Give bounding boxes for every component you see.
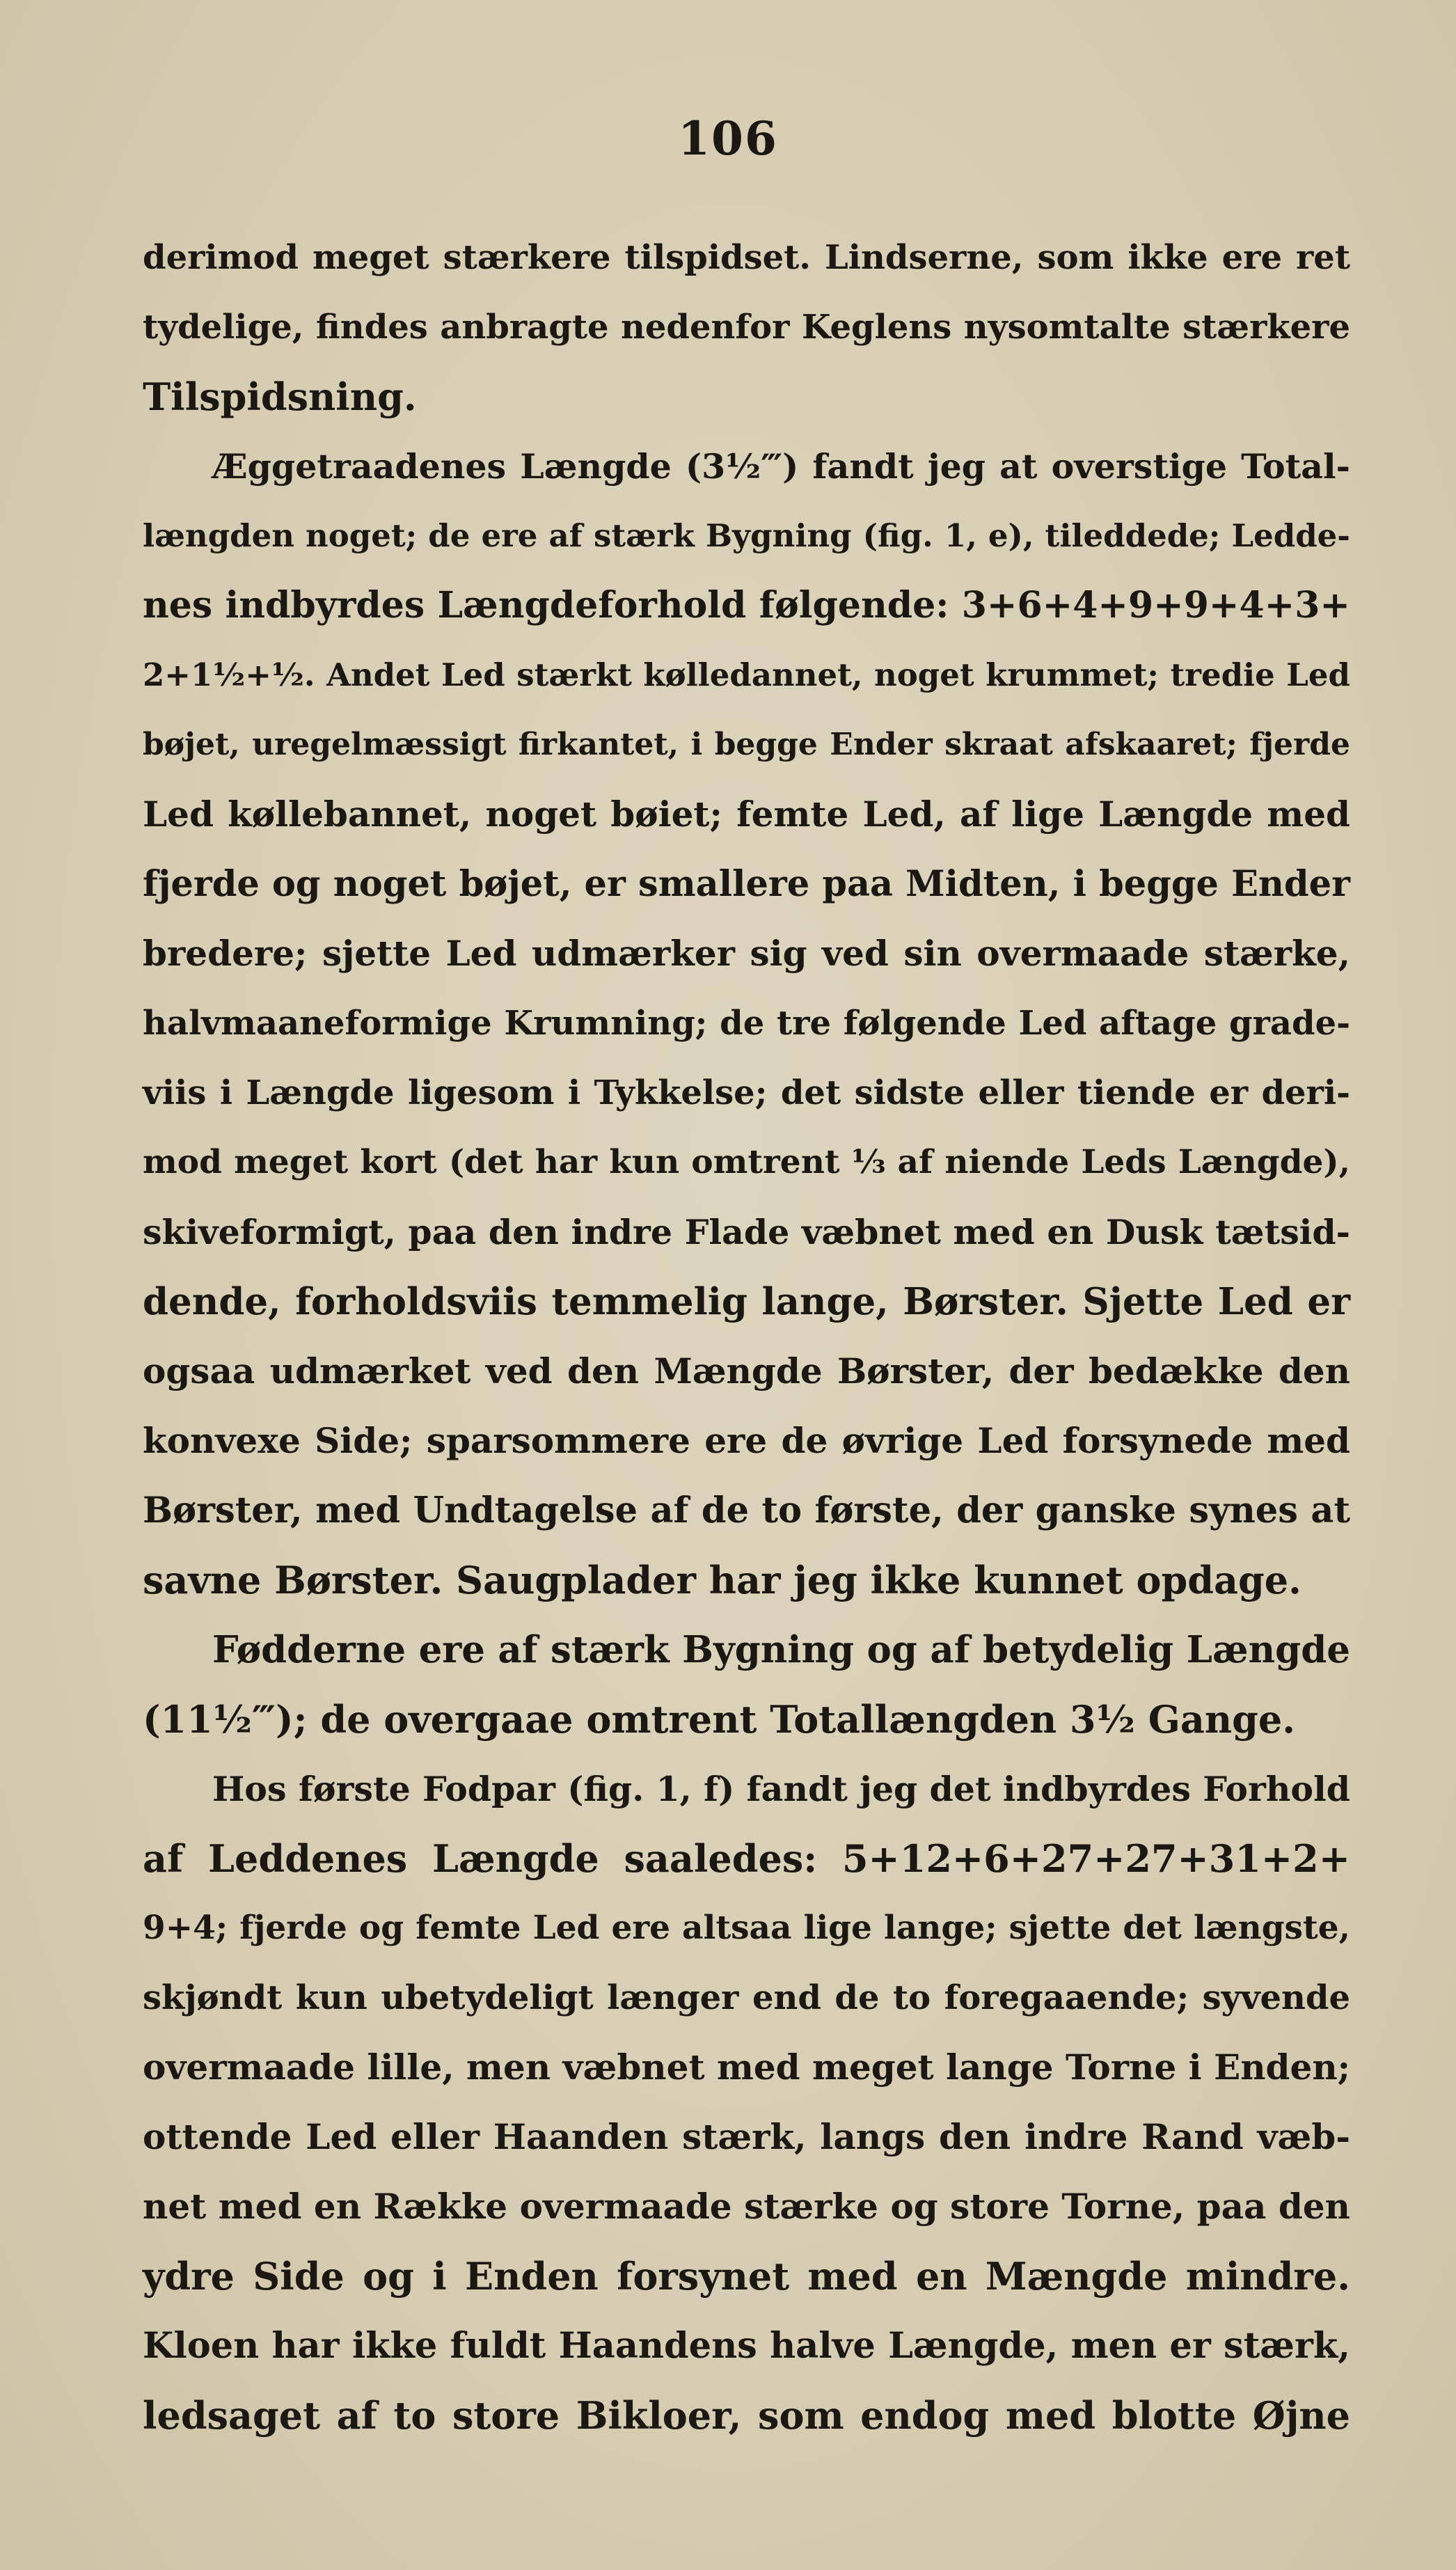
- text-line: savne Børster. Saugplader har jeg ikke kunnet opdage.: [143, 1558, 1301, 1602]
- text-line: ydre Side og i Enden forsynet med en Mængde mindre.: [143, 2254, 1350, 2299]
- text-line: bredere; sjette Led udmærker sig ved sin overmaade stærke,: [143, 933, 1350, 974]
- text-line: Æggetraadenes Længde (3½‴) fandt jeg at overstige Total-: [212, 446, 1350, 487]
- page-number: 106: [678, 111, 778, 166]
- text-line: ogsaa udmærket ved den Mængde Børster, der bedække den: [143, 1350, 1350, 1392]
- text-line: mod meget kort (det har kun omtrent ⅓ af niende Leds Længde),: [143, 1143, 1350, 1181]
- text-line: skjøndt kun ubetydeligt længer end de to foregaaende; syvende: [143, 1978, 1350, 2017]
- text-line: viis i Længde ligesom i Tykkelse; det sidste eller tiende er deri-: [143, 1073, 1350, 1112]
- text-line: 2+1½+½. Andet Led stærkt kølledannet, noget krummet; tredie Led: [143, 656, 1350, 693]
- text-line: net med en Række overmaade stærke og store Torne, paa den: [143, 2186, 1350, 2227]
- text-line: (11½‴); de overgaae omtrent Totallængden 3½ Gange.: [143, 1697, 1296, 1742]
- text-line: dende, forholdsviis temmelig lange, Børster. Sjette Led er: [143, 1280, 1350, 1323]
- text-line: Børster, med Undtagelse af de to første, der ganske synes at: [143, 1490, 1350, 1531]
- text-line: fjerde og noget bøjet, er smallere paa Midten, i begge Ender: [143, 863, 1350, 905]
- text-line: længden noget; de ere af stærk Bygning (fig. 1, e), tileddede; Ledde-: [143, 517, 1350, 554]
- text-line: nes indbyrdes Længdeforhold følgende: 3+6+4+9+9+4+3+: [143, 584, 1350, 626]
- text-line: Kloen har ikke fuldt Haandens halve Længde, men er stærk,: [143, 2325, 1350, 2367]
- text-line: Fødderne ere af stærk Bygning og af betydelig Længde: [212, 1628, 1350, 1671]
- text-line: derimod meget stærkere tilspidset. Lindserne, som ikke ere ret: [143, 238, 1350, 277]
- text-line: overmaade lille, men væbnet med meget lange Torne i Enden;: [143, 2047, 1351, 2088]
- text-line: Hos første Fodpar (fig. 1, f) fandt jeg det indbyrdes Forhold: [212, 1769, 1350, 1809]
- text-line: Tilspidsning.: [143, 375, 417, 419]
- text-line: ottende Led eller Haanden stærk, langs den indre Rand væb-: [143, 2116, 1350, 2157]
- text-line: bøjet, uregelmæssigt firkantet, i begge Ender skraat afskaaret; fjerde: [143, 727, 1350, 762]
- text-line: Led køllebannet, noget bøiet; femte Led, af lige Længde med: [143, 794, 1350, 835]
- text-line: konvexe Side; sparsommere ere de øvrige Led forsynede med: [143, 1420, 1350, 1461]
- text-line: halvmaaneformige Krumning; de tre følgende Led aftage grade-: [143, 1004, 1350, 1043]
- text-line: ledsaget af to store Bikloer, som endog med blotte Øjne: [143, 2393, 1350, 2438]
- text-line: 9+4; fjerde og femte Led ere altsaa lige lange; sjette det længste,: [143, 1909, 1350, 1947]
- text-line: tydelige, findes anbragte nedenfor Keglens nysomtalte stærkere: [143, 308, 1350, 347]
- body-text: [143, 223, 1350, 2450]
- text-line: skiveformigt, paa den indre Flade væbnet med en Dusk tætsid-: [143, 1212, 1350, 1252]
- text-line: af Leddenes Længde saaledes: 5+12+6+27+27+31+2+: [143, 1836, 1350, 1881]
